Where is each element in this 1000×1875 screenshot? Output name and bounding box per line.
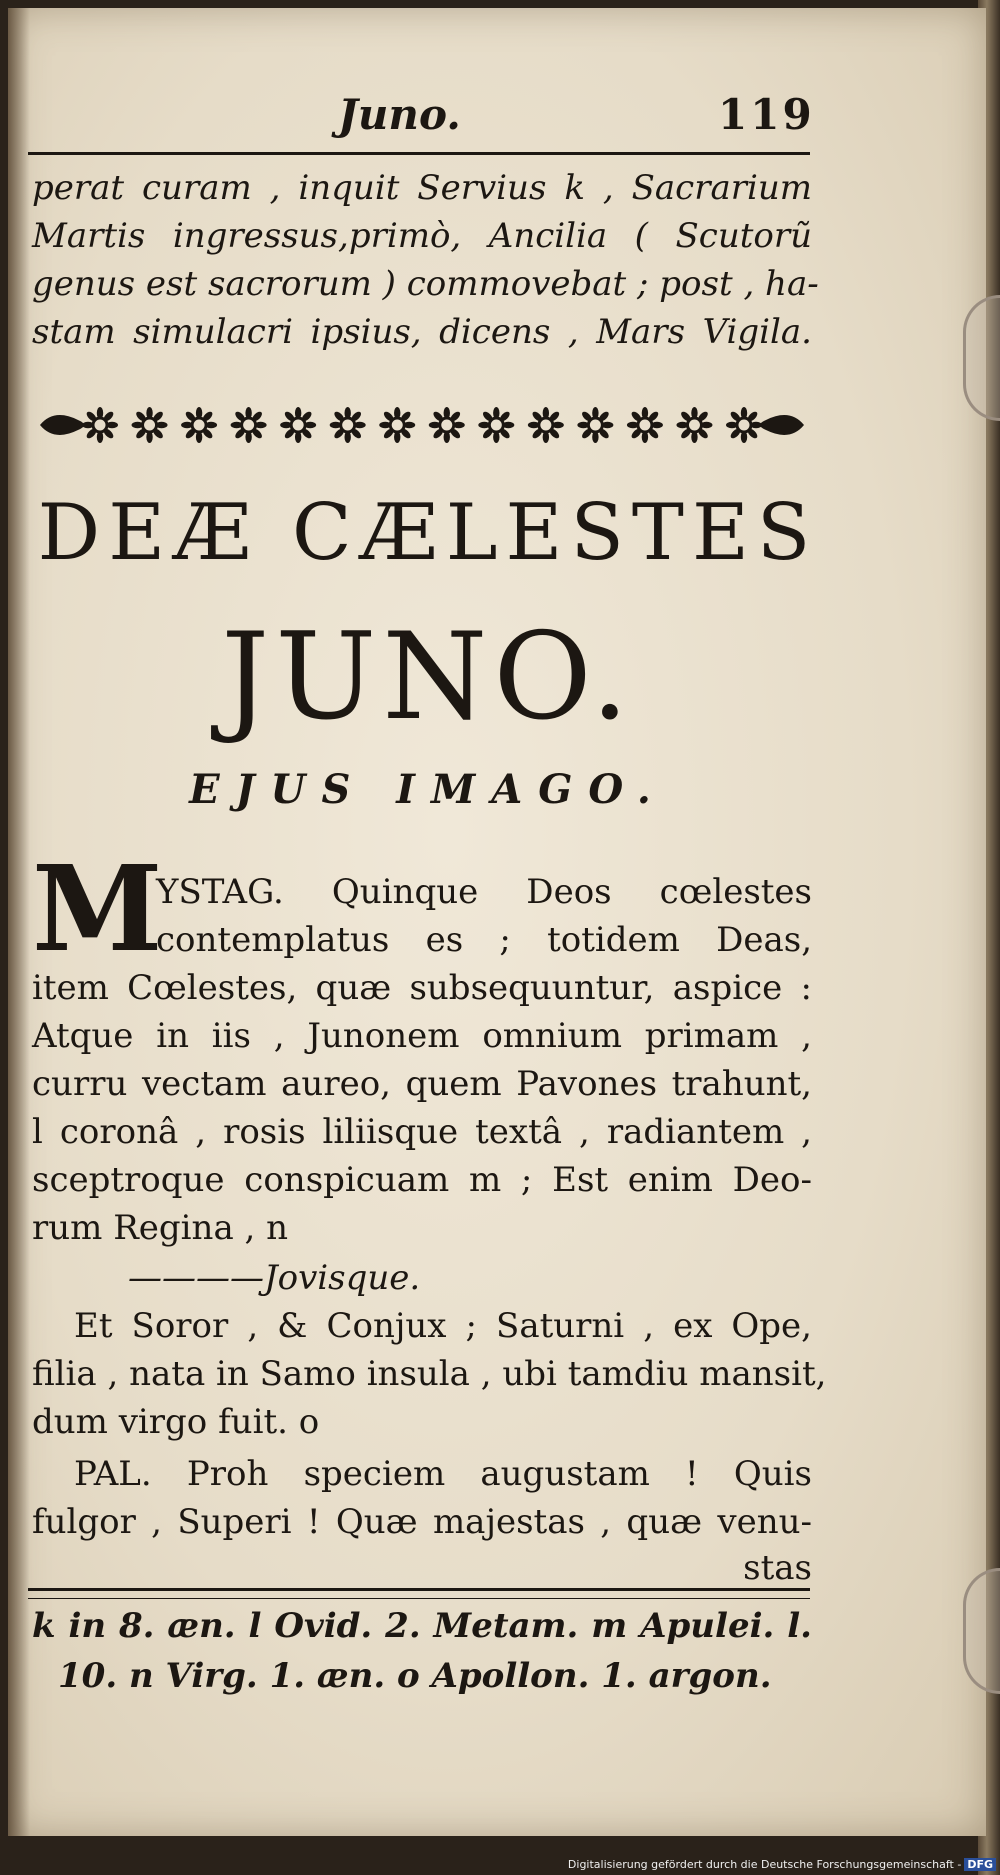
page-clip	[963, 1568, 1000, 1694]
digitization-note-text: Digitalisierung gefördert durch die Deutsche Forschungsgemeinschaft -	[567, 1858, 962, 1871]
ornament-band	[38, 398, 806, 452]
body-line: contemplatus es ; totidem Deas,	[156, 920, 812, 960]
footnote-line: k in 8. æn. l Ovid. 2. Metam. m Apulei. l.	[32, 1606, 812, 1646]
running-title: Juno.	[338, 90, 461, 139]
body-line: dum virgo fuit. o	[32, 1402, 320, 1442]
subtitle: EJUS IMAGO.	[189, 766, 667, 813]
ornament-rosette	[726, 407, 762, 443]
book-page	[8, 8, 986, 1836]
body-line: Atque in iis , Junonem omnium primam ,	[32, 1016, 812, 1056]
page-number: 119	[718, 90, 815, 139]
ornament-right-end	[760, 415, 804, 435]
quote-line: ————Jovisque.	[128, 1258, 421, 1298]
body-line: filia , nata in Samo insula , ubi tamdiu mansit,	[32, 1354, 827, 1394]
digitization-note	[568, 1858, 996, 1871]
body-line: fulgor , Superi ! Quæ majestas , quæ venu-	[32, 1502, 812, 1542]
ornament-rosette	[577, 407, 613, 443]
ornament-rosette	[181, 407, 217, 443]
ornament-rosette	[379, 407, 415, 443]
dfg-logo: DFG	[964, 1858, 996, 1871]
ornament-rosette	[82, 407, 118, 443]
ornament-rosette	[280, 407, 316, 443]
body-line: curru vectam aureo, quem Pavones trahunt,	[32, 1064, 812, 1104]
top-passage-line: Martis ingressus,primò, Ancilia ( Scutorũ	[32, 216, 812, 256]
ornament-rosette	[429, 407, 465, 443]
ornament-rosette	[627, 407, 663, 443]
ornament-left-end	[40, 415, 84, 435]
top-passage-line: perat curam , inquit Servius k , Sacrarium	[32, 168, 812, 208]
footnote-rule-thin	[28, 1598, 810, 1599]
drop-cap: M	[32, 839, 163, 978]
top-passage-line: genus est sacrorum ) commovebat ; post , ha-	[32, 264, 819, 304]
ornament-rosette	[676, 407, 712, 443]
body-line: item Cœlestes, quæ subsequuntur, aspice :	[32, 968, 812, 1008]
ornament-rosette	[132, 407, 168, 443]
ornament-rosette	[330, 407, 366, 443]
footnote-rule	[28, 1588, 810, 1591]
body-line: sceptroque conspicuam m ; Est enim Deo-	[32, 1160, 812, 1200]
body-line: l coronâ , rosis liliisque textâ , radiantem ,	[32, 1112, 812, 1152]
footnote-line: 10. n Virg. 1. æn. o Apollon. 1. argon.	[58, 1656, 772, 1696]
body-line: rum Regina , n	[32, 1208, 289, 1248]
verse-line: Et Soror , & Conjux ; Saturni , ex Ope,	[74, 1306, 812, 1346]
main-title: JUNO.	[221, 608, 635, 747]
header-rule	[28, 152, 810, 155]
page-gutter-shadow	[8, 8, 30, 1836]
catchword: stas	[743, 1548, 812, 1588]
body-line: PAL. Proh speciem augustam ! Quis	[74, 1454, 812, 1494]
section-title: DEÆ CÆLESTES	[37, 488, 819, 578]
body-line: YSTAG. Quinque Deos cœlestes	[156, 872, 812, 912]
ornament-rosette	[528, 407, 564, 443]
ornament-rosette	[231, 407, 267, 443]
top-passage-line: stam simulacri ipsius, dicens , Mars Vigila.	[32, 312, 812, 352]
page-clip	[963, 295, 1000, 421]
ornament-rosette	[478, 407, 514, 443]
